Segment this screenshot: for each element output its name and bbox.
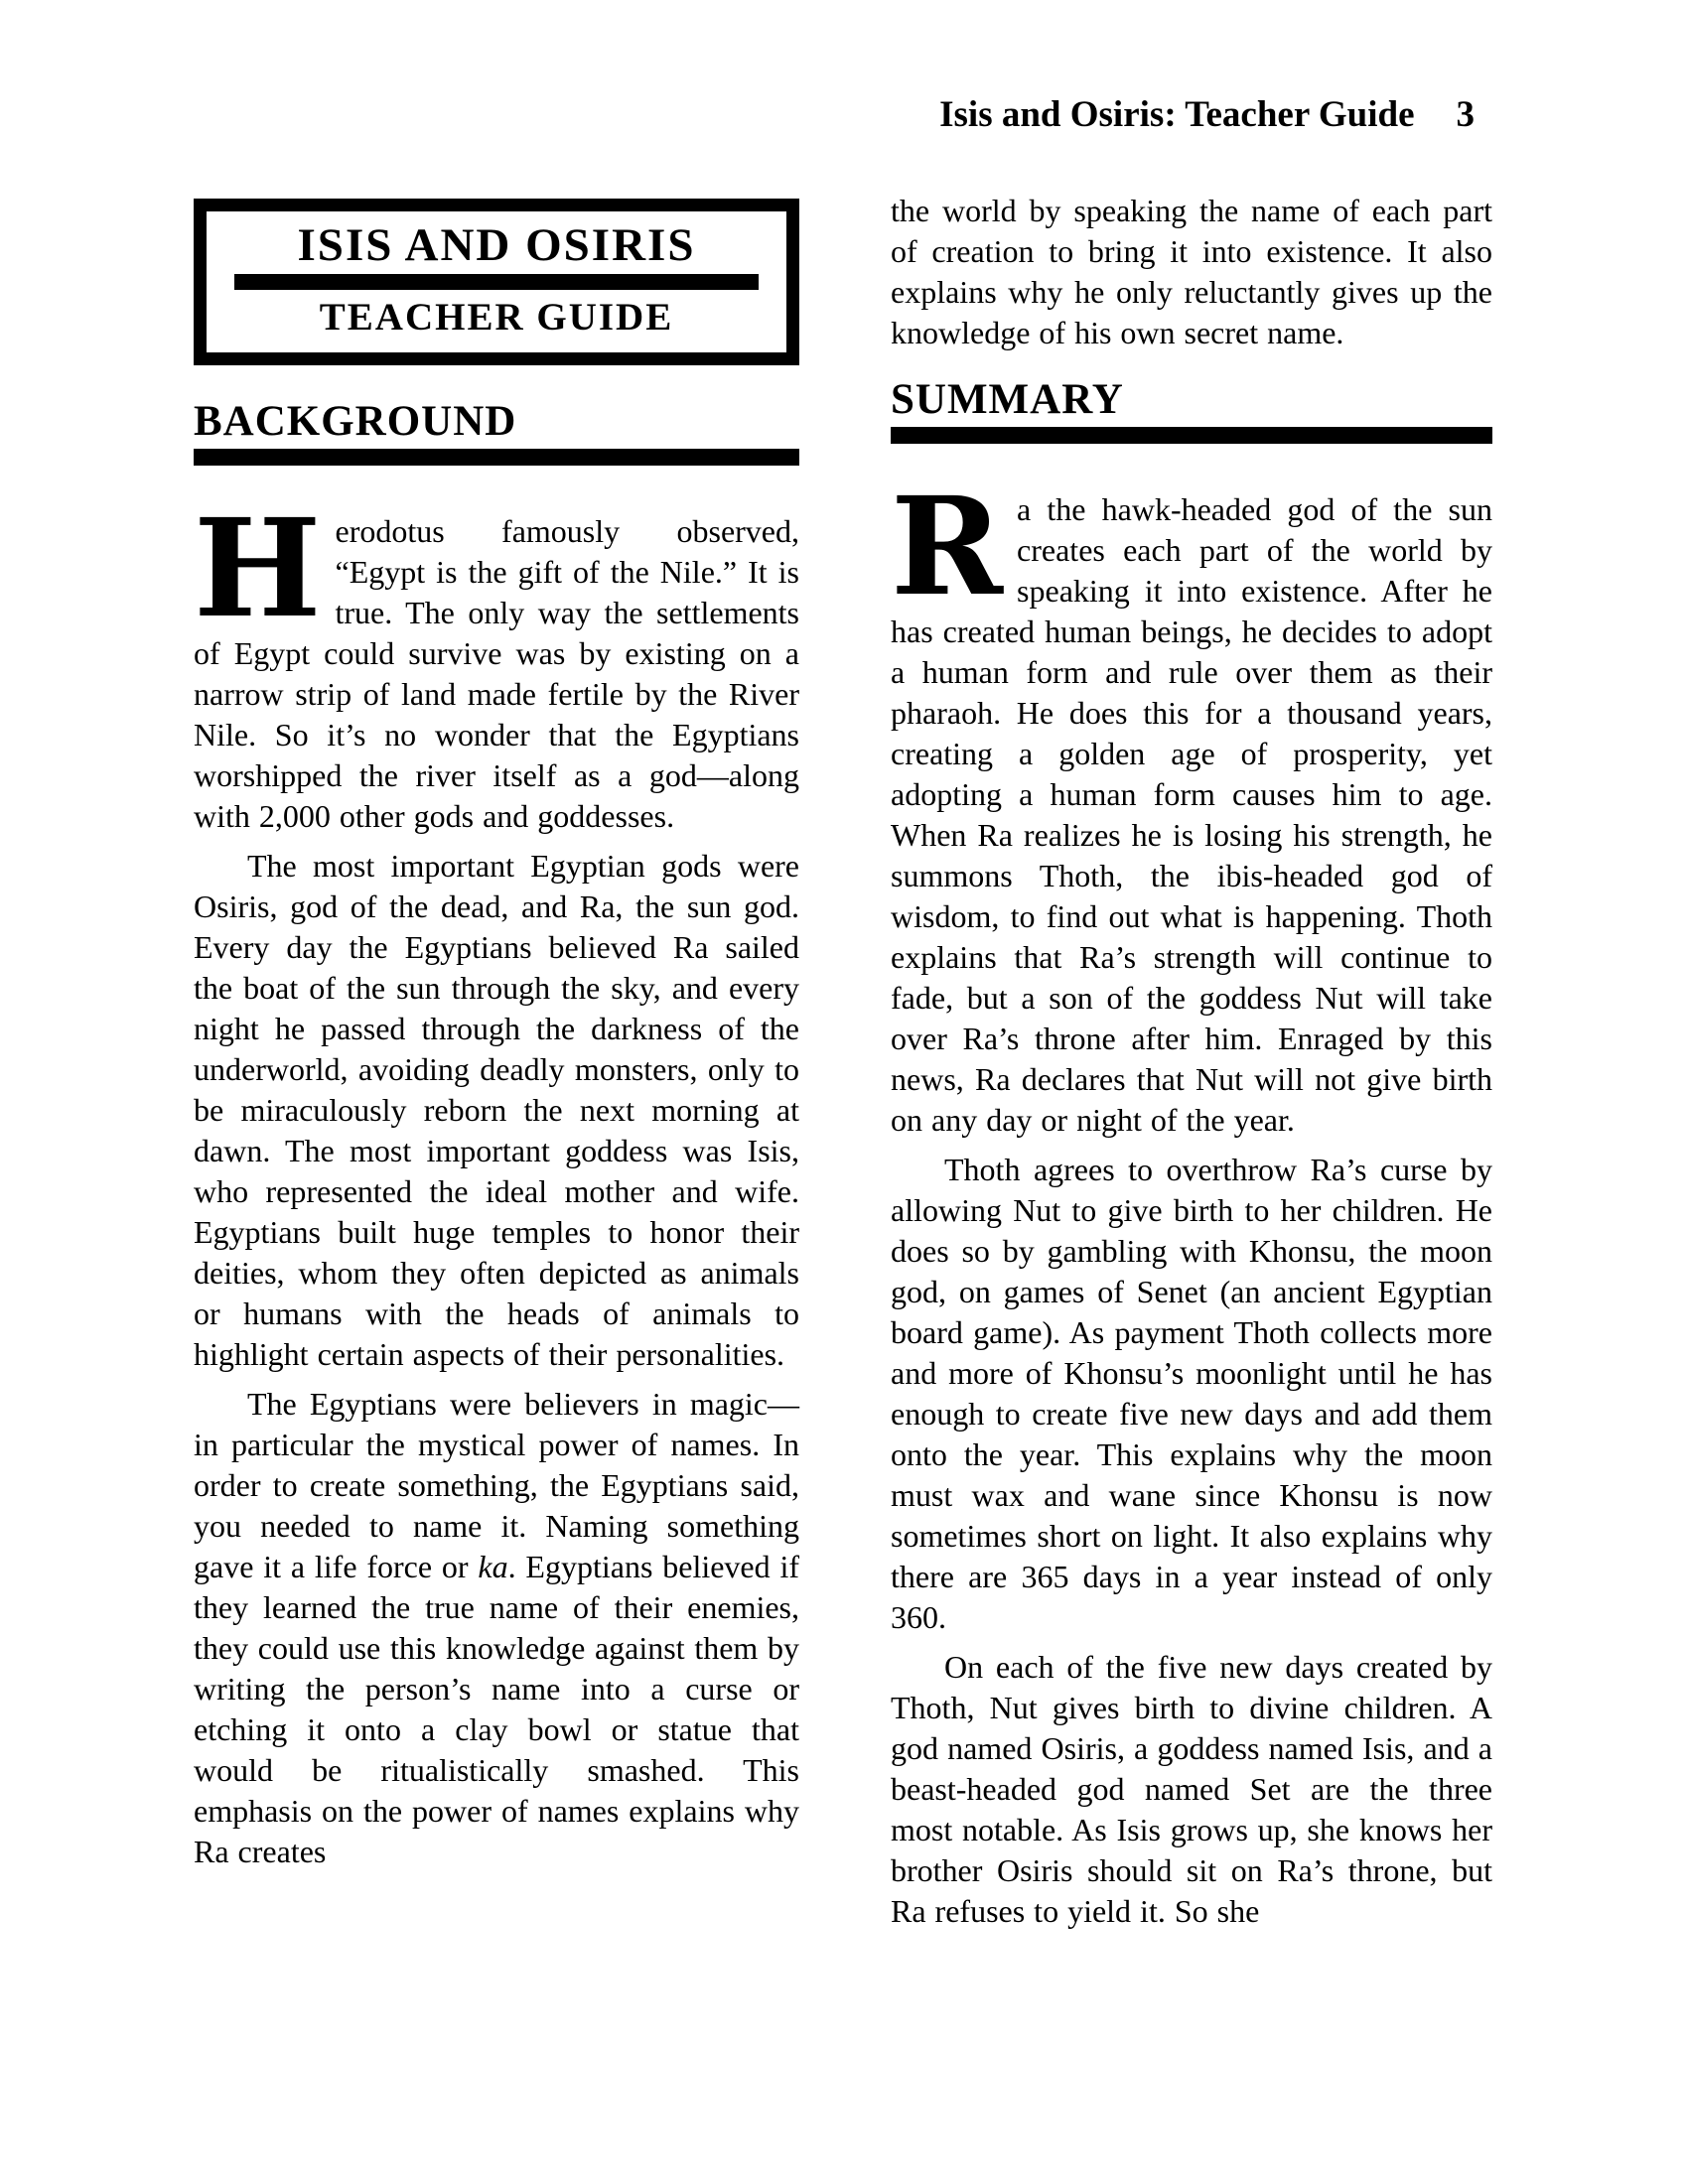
right-column — [891, 0, 1492, 1932]
text-segment: . Egyptians believed if they learned the true name of their enemies, they could use this knowledge against them by writing the person’s name into a curse or etching it onto a clay bowl or statue that would be ritualistically smashed. This emphasis on the power of names explains why Ra creates — [194, 1549, 800, 1869]
left-column — [194, 0, 799, 1872]
paragraph — [194, 1384, 799, 1872]
continuation-body — [891, 191, 1492, 353]
paragraph — [194, 489, 799, 837]
paragraph — [891, 468, 1492, 1141]
title-box-divider-bar — [234, 274, 759, 290]
text-segment: the world by speaking the name of each part of creation to bring it into existence. It also explains why he only reluctantly gives up the knowledge of his own secret name. — [891, 193, 1492, 350]
text-segment: On each of the five new days created by Thoth, Nut gives birth to divine children. A god named Osiris, a goddess named Isis, and a beast-headed god named Set are the three most notable. As Isis grows up, she knows her brother Osiris should sit on Ra’s throne, but Ra refuses to yield it. So she — [891, 1649, 1492, 1929]
text-segment: The Egyptians were believers in magic—in particular the mystical power of names. In order to create something, the Egyptians said, you needed to name it. Naming something gave it a life force or — [194, 1386, 799, 1584]
dropcap-letter: H — [194, 489, 322, 648]
paragraph — [891, 1150, 1492, 1638]
summary-heading: SUMMARY — [891, 376, 1124, 423]
paragraph — [891, 1647, 1492, 1932]
text-segment: The most important Egyptian gods were Osiris, god of the dead, and Ra, the sun god. Every day the Egyptians believed Ra sailed the boat of the sun through the sky, and every night he passed through the darkness of the underworld, avoiding deadly monsters, only to be miraculously reborn the next morning at dawn. The most important goddess was Isis, who represented the ideal mother and wife. Egyptians built huge temples to honor their deities, whom they often depicted as animals or humans with the heads of animals to highlight certain aspects of their personalities. — [194, 848, 799, 1372]
page-number: 3 — [1456, 94, 1475, 135]
background-body — [194, 489, 800, 1872]
background-heading-rule — [194, 449, 799, 466]
background-heading: BACKGROUND — [194, 398, 517, 445]
summary-body — [891, 468, 1492, 1932]
text-segment: Thoth agrees to overthrow Ra’s curse by allowing Nut to give birth to her children. He does so by gambling with Khonsu, the moon god, on games of Senet (an ancient Egyptian board game). As payment Thoth collects more and more of Khonsu’s moonlight until he has enough to create five new days and add them onto the year. This explains why the moon must wax and wane since Khonsu is now sometimes short on light. It also explains why there are 365 days in a year instead of only 360. — [891, 1152, 1492, 1635]
running-title: Isis and Osiris: Teacher Guide — [939, 94, 1415, 135]
title-box-line2: TEACHER GUIDE — [319, 296, 674, 339]
summary-heading-rule — [891, 427, 1492, 444]
title-box — [194, 199, 799, 365]
italic-text: ka — [478, 1549, 508, 1584]
dropcap-letter: R — [891, 468, 1004, 626]
title-box-line1: ISIS AND OSIRIS — [297, 219, 696, 271]
text-segment: erodotus famously observed, “Egypt is the gift of the Nile.” It is true. The only way the settlements of Egypt could survive was by existing on a narrow strip of land made fertile by the River Nile. So it’s no wonder that the Egyptians worshipped the river itself as a god—along with 2,000 other gods and goddesses. — [194, 513, 799, 834]
paragraph — [891, 191, 1492, 353]
text-segment: a the hawk-headed god of the sun creates each part of the world by speaking it into existence. After he has created human beings, he decides to adopt a human form and rule over them as their pharaoh. He does this for a thousand years, creating a golden age of prosperity, yet adopting a human form causes him to age. When Ra realizes he is losing his strength, he summons Thoth, the ibis-headed god of wisdom, to find out what is happening. Thoth explains that Ra’s strength will continue to fade, but a son of the goddess Nut will take over Ra’s throne after him. Enraged by this news, Ra declares that Nut will not give birth on any day or night of the year. — [891, 491, 1492, 1138]
paragraph — [194, 846, 799, 1375]
